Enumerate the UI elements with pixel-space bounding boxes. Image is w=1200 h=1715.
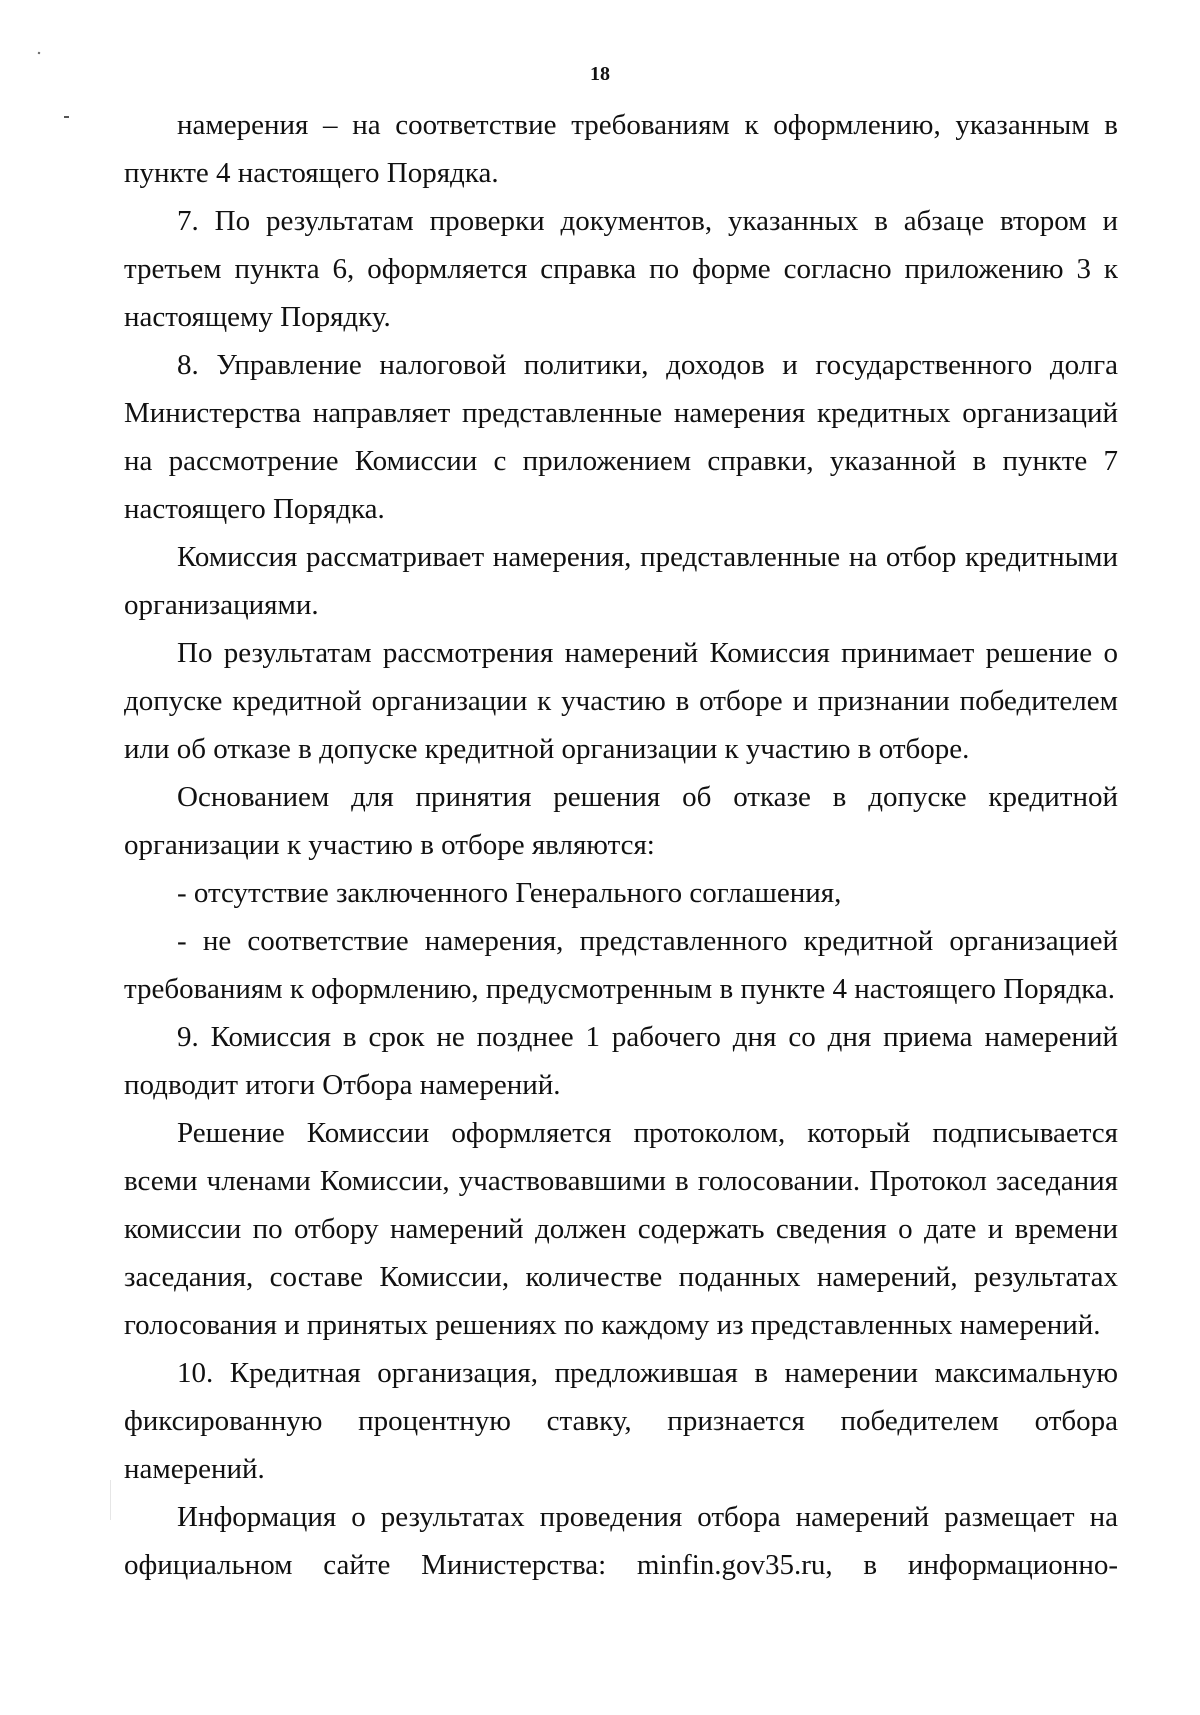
scan-speck bbox=[64, 116, 69, 118]
paragraph: Основанием для принятия решения об отказе в допуске кредитной организации к участию в отборе являются: bbox=[124, 781, 1118, 861]
paragraph: Информация о результатах проведения отбора намерений размещает на официальном сайте Министерства: minfin.gov35.ru, в информационно- bbox=[124, 1501, 1118, 1581]
paragraph: 8. Управление налоговой политики, доходов и государственного долга Министерства направляет представленные намерения кредитных организаций на рассмотрение Комиссии с приложением справки, указанной в пункте 7 настоящего Порядка. bbox=[124, 349, 1118, 525]
paragraph: 7. По результатам проверки документов, указанных в абзаце втором и третьем пункта 6, оформляется справка по форме согласно приложению 3 к настоящему Порядку. bbox=[124, 205, 1118, 333]
scan-speck bbox=[110, 1480, 111, 1520]
paragraph: намерения – на соответствие требованиям к оформлению, указанным в пункте 4 настоящего Порядка. bbox=[124, 109, 1118, 189]
paragraph: 9. Комиссия в срок не позднее 1 рабочего дня со дня приема намерений подводит итоги Отбора намерений. bbox=[124, 1021, 1118, 1101]
paragraph: Решение Комиссии оформляется протоколом, который подписывается всеми членами Комиссии, участвовавшими в голосовании. Протокол заседания комиссии по отбору намерений должен содержать сведения о дате и времени заседания, составе Комиссии, количестве поданных намерений, результатах голосования и принятых решениях по каждому из представленных намерений. bbox=[124, 1117, 1118, 1341]
paragraph: Комиссия рассматривает намерения, представленные на отбор кредитными организациями. bbox=[124, 541, 1118, 621]
page-number: 18 bbox=[590, 63, 610, 85]
list-item: - не соответствие намерения, представленного кредитной организацией требованиям к оформлению, предусмотренным в пункте 4 настоящего Порядка. bbox=[124, 925, 1118, 1005]
document-body bbox=[124, 101, 1118, 1589]
list-item: - отсутствие заключенного Генерального соглашения, bbox=[177, 877, 842, 909]
scan-speck bbox=[38, 52, 41, 55]
paragraph: По результатам рассмотрения намерений Комиссия принимает решение о допуске кредитной организации к участию в отборе и признании победителем или об отказе в допуске кредитной организации к участию в отборе. bbox=[124, 637, 1118, 765]
paragraph: 10. Кредитная организация, предложившая в намерении максимальную фиксированную процентную ставку, признается победителем отбора намерений. bbox=[124, 1357, 1118, 1485]
